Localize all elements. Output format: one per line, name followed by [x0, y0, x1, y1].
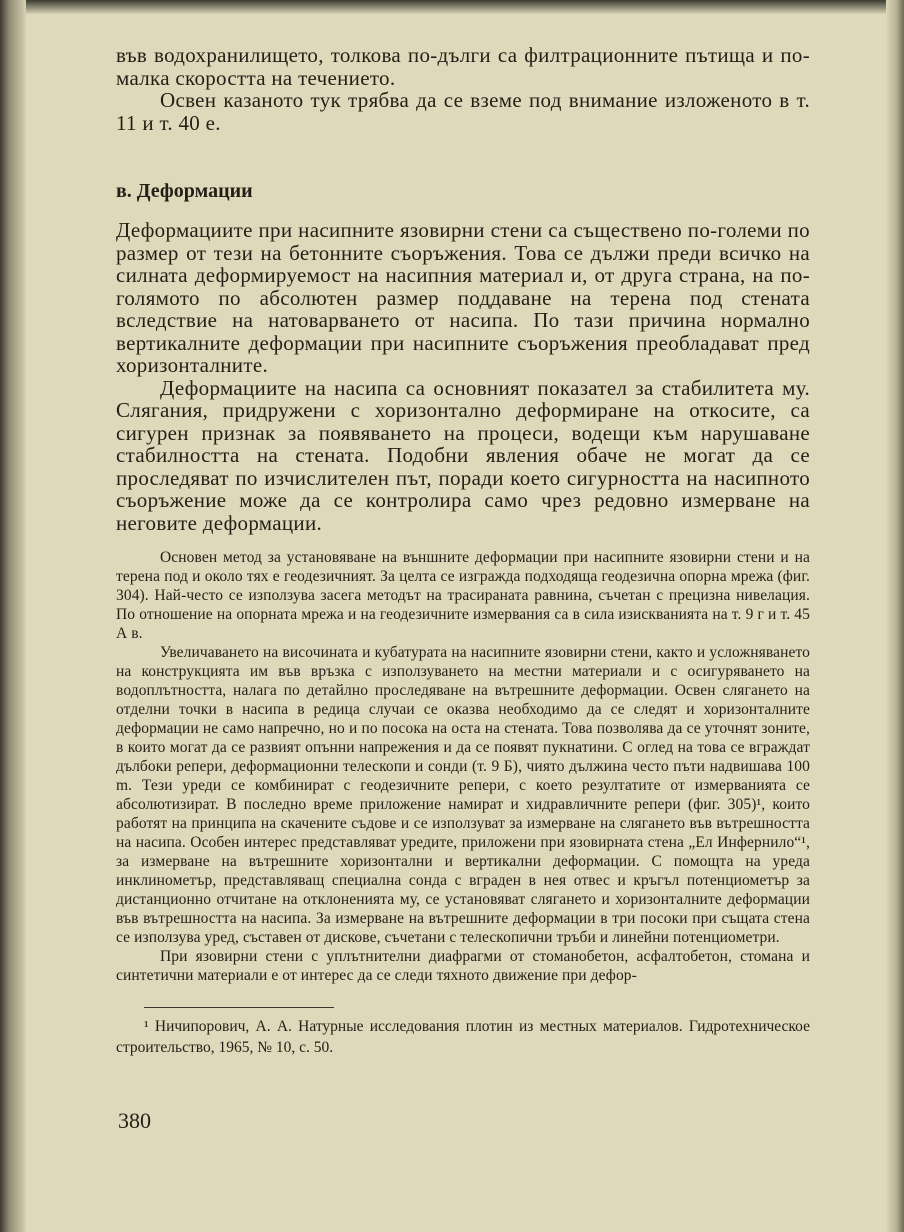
small-paragraph-3: При язовирни стени с уплътнителни диафрагми от стоманобетон, асфалтобетон, стомана и синтетични материали е от интерес да се следи тяхното движение при дефор-: [116, 948, 810, 984]
page-right-edge: [886, 0, 904, 1232]
page-number: 380: [118, 1108, 151, 1133]
page-body: [116, 44, 810, 1058]
body-paragraph-2: Деформациите на насипа са основният показател за стабилитета му. Слягания, придружени с хоризонтално деформиране на откосите, са сигурен признак за появяването на процеси, водещи към нарушаване стабилността на стената. Подобни явления обаче не могат да се проследяват по изчислителен път, поради което сигурността на насипното съоръжение може да се контролира само чрез редовно измерване на неговите деформации.: [116, 375, 810, 535]
footnote-divider: [144, 1007, 334, 1008]
footnote: ¹ Ничипорович, А. А. Натурные исследования плотин из местных материалов. Гидротехническое строительство, 1965, № 10, с. 50.: [116, 1018, 810, 1056]
page-top-edge: [0, 0, 904, 14]
body-paragraph-1: Деформациите при насипните язовирни стени са съществено по-големи по размер от тези на бетонните съоръжения. Това се дължи преди всичко на силната деформируемост на насипния материал и, от друга страна, на по-голямото по абсолютен размер поддаване на терена под стената вследствие на натоварването от насипа. По тази причина нормално вертикалните деформации при насипните съоръжения преобладават пред хоризонталните.: [116, 218, 810, 377]
intro-note: Освен казаното тук трябва да се вземе под внимание изложеното в т. 11 и т. 40 е.: [116, 88, 810, 135]
page-left-edge: [0, 0, 26, 1232]
section-heading: в. Деформации: [116, 180, 253, 202]
small-paragraph-1: Основен метод за установяване на външните деформации при насипните язовирни стени и на терена под и около тях е геодезичният. За целта се изгражда подходяща геодезична опорна мрежа (фиг. 304). Най-често се използува засега методът на трасираната равнина, съчетан с прецизна нивелация. По отношение на опорната мрежа и на геодезичните измервания са в сила изискванията на т. 9 г и т. 45 А в.: [116, 549, 810, 642]
continuation-paragraph: във водохранилището, толкова по-дълги са филтрационните пътища и по-малка скоростта на течението.: [116, 43, 810, 90]
small-paragraph-2: Увеличаването на височината и кубатурата на насипните язовирни стени, както и усложняването на конструкцията им във връзка с използуването на местни материали и с осигуряването на водоплътността, налага по детайлно проследяване на вътрешните деформации. Освен слягането на отделни точки в насипа в редица случаи се оказва необходимо да се следят и хоризонталните деформации не само напречно, но и по посока на оста на стената. Това позволява да се уточнят зоните, в които могат да се развият опънни напрежения и да се появят пукнатини. С оглед на това се вграждат дълбоки репери, деформационни телескопи и сонди (т. 9 Б), чиято дължина често пъти надвишава 100 m. Тези уреди се комбинират с геодезичните репери, с което резултатите от измерванията се абсолютизират. В последно време приложение намират и хидравличните репери (фиг. 305)¹, които работят на принципа на скачените съдове и се използуват за измерване на слягането във вътрешността на насипа. Особен интерес представляват уредите, приложени при язовирната стена „Ел Инфернило“¹, за измерване на вътрешните хоризонтални и вертикални деформации. С помощта на уреда инклинометър, представляващ специална сонда с вграден в нея отвес и кръгъл потенциометър за дистанционно отчитане на отклоненията му, се установяват слягането и хоризонталните деформации във вътрешността на насипа. За измерване на вътрешните деформации в три посоки при същата стена се използува уред, съставен от дискове, съчетани с телескопични тръби и линейни потенциометри.: [116, 644, 810, 946]
